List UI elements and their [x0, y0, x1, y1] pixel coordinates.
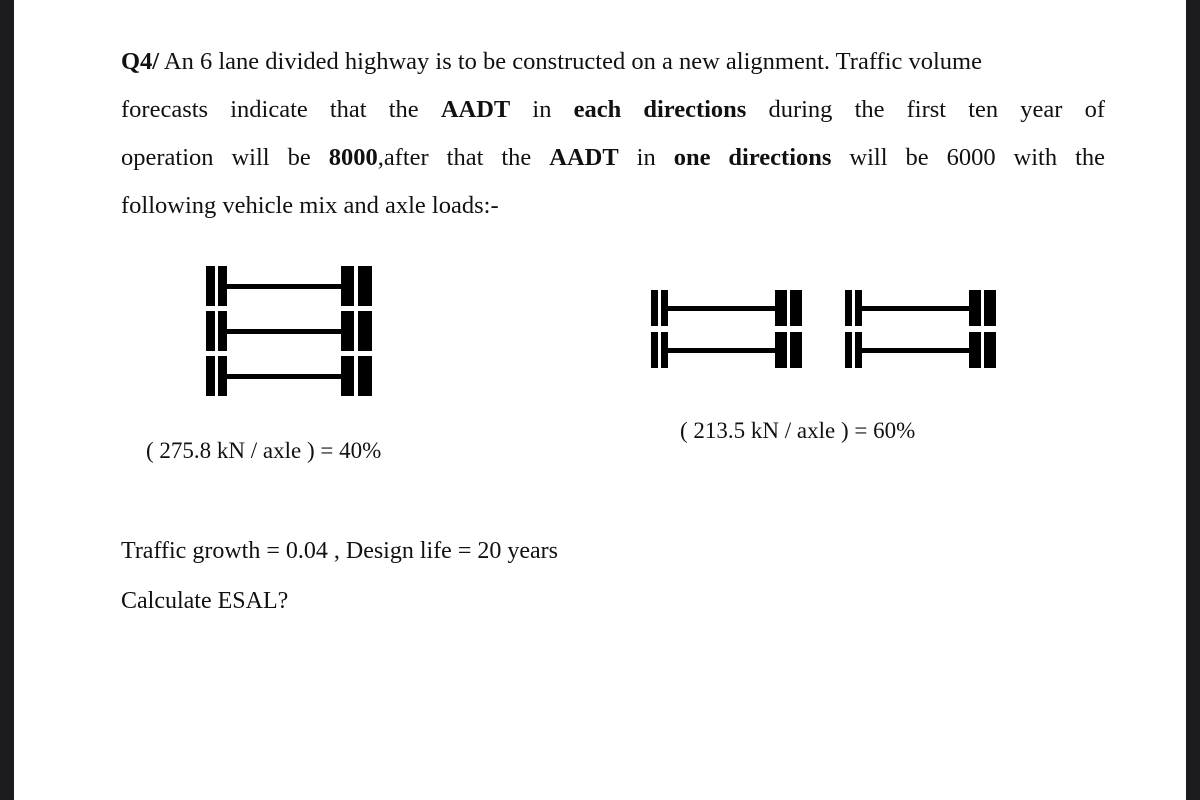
tandem-axle-pair-icon [651, 290, 996, 368]
question-line-4: following vehicle mix and axle loads:- [121, 192, 499, 219]
tridem-axle-caption: ( 275.8 kN / axle ) = 40% [146, 438, 382, 463]
question-label: Q4/ [121, 48, 160, 75]
task-prompt: Calculate ESAL? [121, 588, 289, 614]
question-line-2: forecasts indicate that the AADT in each directions during the first ten year of [121, 96, 1105, 123]
question-paragraph [121, 38, 1105, 230]
given-parameters: Traffic growth = 0.04 , Design life = 20 years [121, 538, 559, 564]
tandem-axle-caption: ( 213.5 kN / axle ) = 60% [680, 418, 916, 443]
tridem-axle-icon [206, 266, 374, 396]
question-line-1: Q4/ An 6 lane divided highway is to be constructed on a new alignment. Traffic volume [121, 48, 982, 75]
document-page [14, 0, 1186, 800]
question-line-3: operation will be 8000,after that the AADT in one directions will be 6000 with the [121, 144, 1106, 171]
